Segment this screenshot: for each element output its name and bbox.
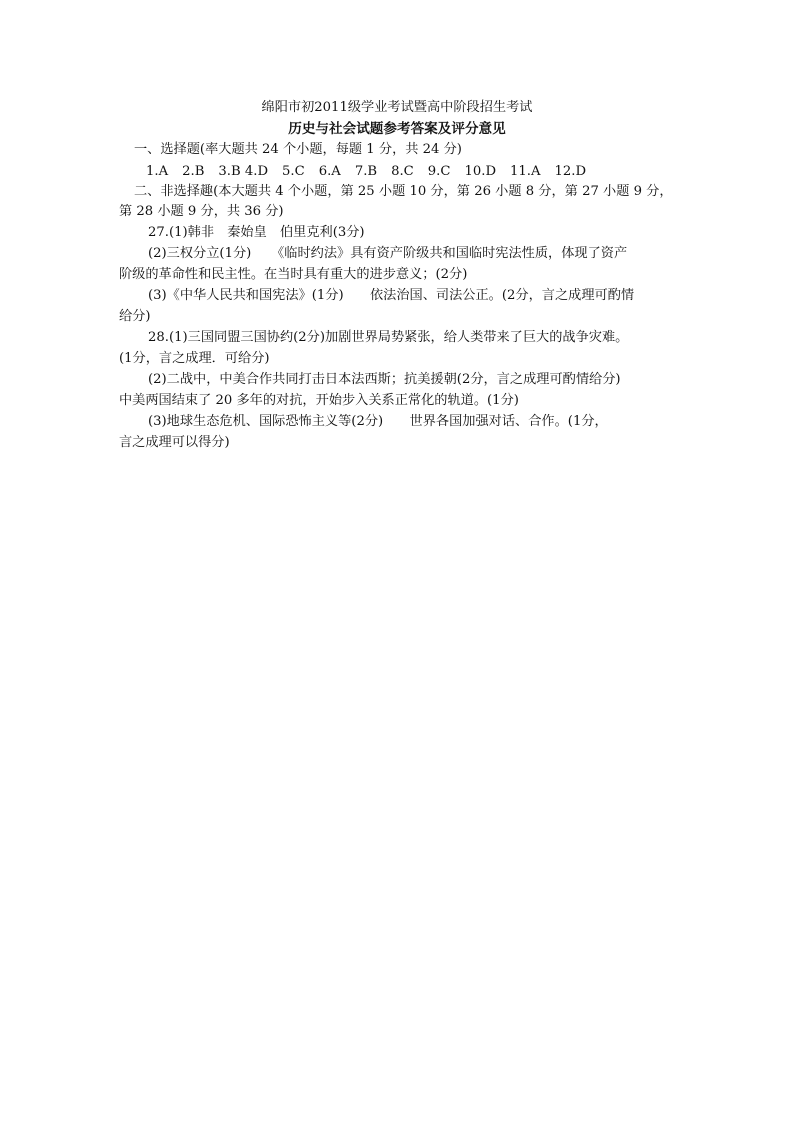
q27-part2-line2: 阶级的革命性和民主性。在当时具有重大的进步意义；(2分): [119, 267, 468, 282]
document-subtitle: 历史与社会试题参考答案及评分意见: [288, 121, 506, 137]
answer-item: 9.C: [427, 164, 451, 179]
answer-item: 12.D: [554, 164, 587, 179]
answer-item: 7.B: [354, 164, 378, 179]
answer-item: 11.A: [510, 164, 541, 179]
q28-part1-line2: (1分，言之成理．可给分): [119, 351, 270, 366]
section2-heading-line1: 二、非选择趣(本大题共 4 个小题，第 25 小题 10 分，第 26 小题 8 分，第 27 小题 9 分，: [134, 184, 673, 199]
answer-item: 5.C: [282, 164, 305, 179]
q27-part3-line2: 给分): [119, 309, 151, 324]
answer-item: 10.D: [464, 164, 497, 179]
q28-part2-line2: 中美两国结束了 20 多年的对抗，开始步入关系正常化的轨道。(1分): [119, 393, 519, 408]
section1-answers: [146, 162, 706, 182]
answer-item: 3.B 4.D: [218, 164, 269, 179]
q28-part3-line1: (3)地球生态危机、国际恐怖主义等(2分) 世界各国加强对话、合作。(1分，: [148, 414, 608, 429]
section1-heading: 一、选择题(率大题共 24 个小题，每题 1 分，共 24 分): [134, 142, 462, 157]
answer-item: 1.A: [146, 164, 169, 179]
answer-item: 8.C: [391, 164, 414, 179]
answer-item: 6.A: [318, 164, 341, 179]
q27-part1: 27.(1)韩非 秦始皇 伯里克利(3分): [148, 225, 365, 240]
document-title: 绵阳市初2011级学业考试暨高中阶段招生考试: [261, 100, 533, 115]
q27-part2-line1: (2)三权分立(1分) 《临时约法》具有资产阶级共和国临时宪法性质，体现了资产: [148, 246, 628, 261]
q28-part2-line1: (2)二战中，中美合作共同打击日本法西斯；抗美援朝(2分，言之成理可酌情给分): [148, 372, 621, 387]
section2-heading-line2: 第 28 小题 9 分，共 36 分): [119, 204, 284, 219]
q27-part3-line1: (3)《中华人民共和国宪法》(1分) 依法治国、司法公正。(2分，言之成理可酌情: [148, 288, 635, 303]
answer-item: 2.B: [182, 164, 205, 179]
q28-part1-line1: 28.(1)三国同盟三国协约(2分)加剧世界局势紧张，给人类带来了巨大的战争灾难。: [148, 330, 629, 345]
q28-part3-line2: 言之成理可以得分): [119, 435, 230, 450]
